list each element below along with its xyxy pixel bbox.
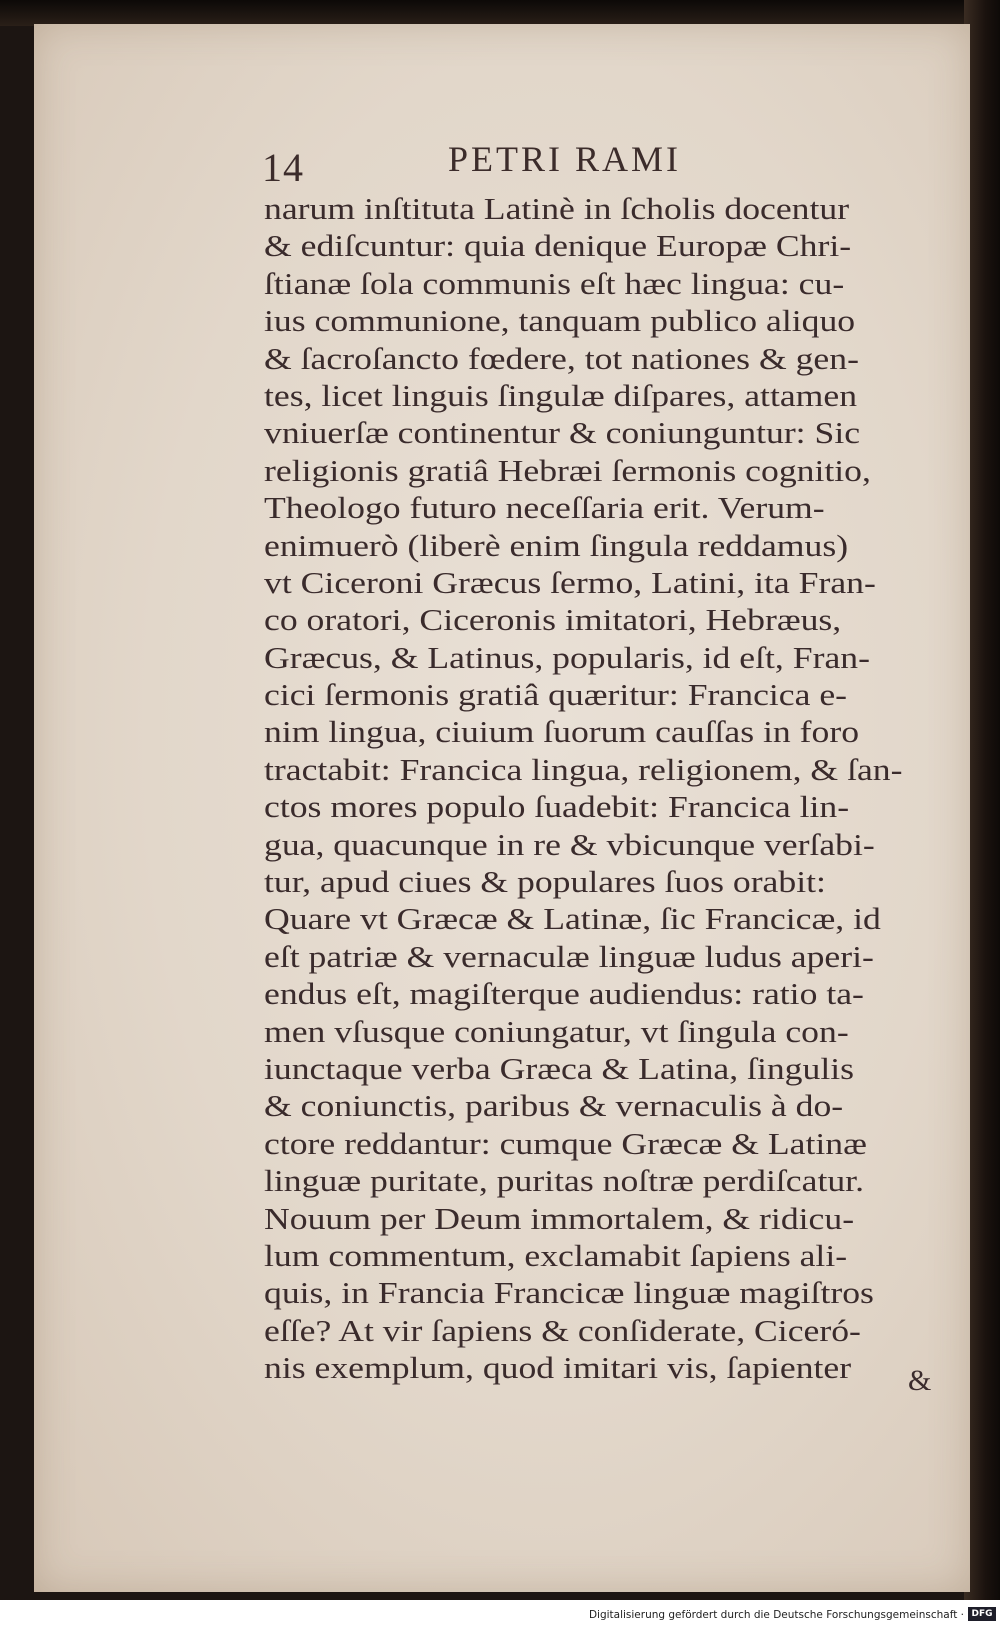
text-line: tur, apud ciues & populares ſuos orabit: (264, 864, 826, 900)
text-line: Theologo futuro neceſſaria erit. Verum- (264, 490, 825, 526)
text-line: ctore reddantur: cumque Græcæ & Latinæ (264, 1125, 867, 1161)
text-line: Quare vt Græcæ & Latinæ, ſic Francicæ, id (264, 901, 881, 937)
text-line: endus eſt, magiſterque audiendus: ratio ta- (264, 976, 864, 1012)
text-line: Græcus, & Latinus, popularis, id eſt, Fran- (264, 639, 870, 675)
text-line: vniuerſæ continentur & coniunguntur: Sic (264, 415, 861, 451)
text-line: vt Ciceroni Græcus ſermo, Latini, ita Fran- (264, 564, 876, 600)
text-line: tes, licet linguis ſingulæ diſpares, attamen (264, 377, 858, 413)
text-line: co oratori, Ciceronis imitatori, Hebræus, (264, 602, 842, 638)
page-header (262, 138, 862, 194)
text-line: nis exemplum, quod imitari vis, ſapienter (264, 1350, 852, 1386)
text-line: Nouum per Deum immortalem, & ridicu- (264, 1200, 855, 1236)
text-line: & ediſcuntur: quia denique Europæ Chri- (264, 228, 852, 264)
text-line: quis, in Francia Francicæ linguæ magiſtros (264, 1275, 874, 1311)
text-line: narum inſtituta Latinè in ſcholis docentur (264, 191, 850, 226)
text-line: gua, quacunque in re & vbicunque verſabi- (264, 826, 875, 862)
text-line: & ſacroſancto fœdere, tot nationes & gen- (264, 340, 859, 376)
funding-credit: Digitalisierung gefördert durch die Deutsche Forschungsgemeinschaft · (588, 1609, 964, 1621)
text-line: ius communione, tanquam publico aliquo (264, 303, 856, 339)
text-line: iunctaque verba Græca & Latina, ſingulis (264, 1050, 855, 1086)
book-top-edge (0, 0, 1000, 26)
text-line: lum commentum, exclamabit ſapiens ali- (264, 1237, 848, 1273)
text-line: enimuerò (liberè enim ſingula reddamus) (264, 527, 849, 563)
body-text (264, 190, 916, 1387)
dfg-logo: DFG (968, 1607, 996, 1621)
text-line: ctos mores populo ſuadebit: Francica lin- (264, 789, 850, 825)
text-line: nim lingua, ciuium ſuorum cauſſas in foro (264, 714, 860, 750)
text-line: & coniunctis, paribus & vernaculis à do- (264, 1088, 844, 1124)
text-line: eſt patriæ & vernaculæ linguæ ludus aperi- (264, 938, 874, 974)
text-line: men vſusque coniungatur, vt ſingula con- (264, 1013, 849, 1049)
digitization-footer (0, 1600, 1000, 1629)
running-title: PETRI RAMI (448, 139, 682, 179)
text-line: cici ſermonis gratiâ quæritur: Francica e- (264, 677, 848, 713)
text-line: religionis gratiâ Hebræi ſermonis cognitio, (264, 452, 871, 488)
text-line: ſtianæ ſola communis eſt hæc lingua: cu- (264, 265, 845, 301)
page-number: 14 (262, 145, 304, 190)
text-line: tractabit: Francica lingua, religionem, & ſan- (264, 751, 903, 787)
text-line: eſſe? At vir ſapiens & conſiderate, Ciceró- (264, 1312, 861, 1348)
text-line: linguæ puritate, puritas noſtræ perdiſcatur. (264, 1163, 864, 1199)
catchword: & (908, 1364, 932, 1397)
